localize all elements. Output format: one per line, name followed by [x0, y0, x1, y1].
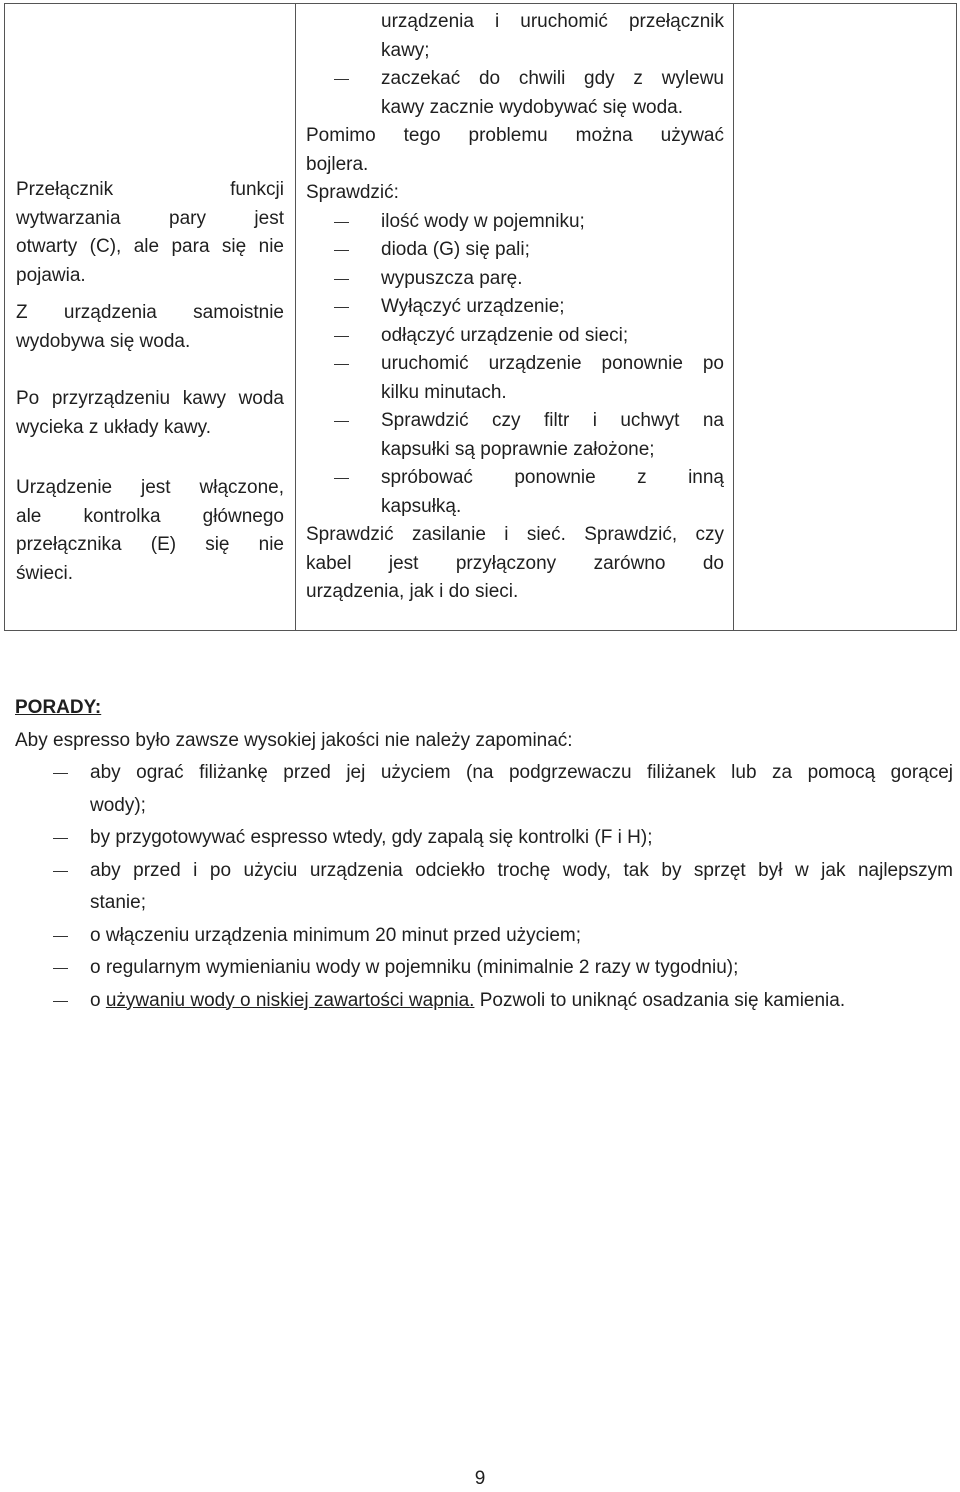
solution-text-line: kawy zacznie wydobywać się woda.: [381, 96, 684, 118]
reset-list-item: odłączyć urządzenie od sieci;: [306, 322, 724, 351]
solution-text-line: kabel jest przyłączony zarówno do: [306, 552, 724, 574]
column-divider: [295, 4, 296, 630]
tip-text-line: aby ograć filiżankę przed jej użyciem (na podgrzewaczu filiżanek lub za pomocą gorącej: [90, 762, 953, 783]
problem-text-line: wytwarzania pary jest: [16, 207, 284, 229]
page-number: 9: [474, 1468, 486, 1489]
check-list-item: dioda (G) się pali;: [306, 236, 724, 265]
problem-text-line: ale kontrolka głównego: [16, 505, 284, 527]
solution-text-line: zaczekać do chwili gdy z wylewu: [381, 68, 724, 89]
tip-item: [15, 757, 953, 822]
tip-text-prefix: o: [90, 989, 106, 1011]
solution-text-line: Sprawdzić czy filtr i uchwyt na: [381, 410, 724, 431]
retry-list-item: [306, 464, 724, 521]
problem-text-line: Przełącznik funkcji: [16, 179, 284, 200]
tip-text-suffix: Pozwoli to uniknąć osadzania się kamienia.: [474, 989, 846, 1011]
reset-list-item: Wyłączyć urządzenie;: [306, 293, 724, 322]
check-list-item: ilość wody w pojemniku;: [306, 208, 724, 237]
column-divider: [733, 4, 734, 630]
problem-text-line: Urządzenie jest włączone,: [16, 477, 284, 498]
solution-text-line: kapsułką.: [381, 495, 462, 517]
tips-section: [15, 692, 953, 1017]
tip-item: [15, 855, 953, 920]
tip-item: o włączeniu urządzenia minimum 20 minut przed użyciem;: [15, 920, 953, 953]
reset-list-item: [306, 350, 724, 407]
tip-text-line: wody);: [90, 794, 146, 816]
solution-text-line: Pomimo tego problemu można używać: [306, 125, 724, 146]
solution-text-line: bojlera.: [306, 153, 369, 175]
tip-item: by przygotowywać espresso wtedy, gdy zapalą się kontrolki (F i H);: [15, 822, 953, 855]
check-list-item: wypuszcza parę.: [306, 265, 724, 294]
tip-item: [15, 985, 953, 1018]
tip-item: o regularnym wymienianiu wody w pojemniku (minimalnie 2 razy w tygodniu);: [15, 952, 953, 985]
problem-text-line: Z urządzenia samoistnie: [16, 302, 284, 323]
solution-text-line: Sprawdzić zasilanie i sieć. Sprawdzić, czy: [306, 524, 724, 545]
tips-intro: Aby espresso było zawsze wysokiej jakości nie należy zapominać:: [15, 729, 573, 751]
troubleshooting-table: [4, 3, 957, 631]
solution-text-line: uruchomić urządzenie ponownie po: [381, 353, 724, 374]
problem-text-line: wydobywa się woda.: [16, 330, 191, 352]
solution-text-line: spróbować ponownie z inną: [381, 467, 724, 488]
problem-text-line: wycieka z układy kawy.: [16, 416, 211, 438]
problem-text-line: świeci.: [16, 562, 74, 584]
solution-text-line: urządzenia i uruchomić przełącznik: [381, 11, 724, 32]
solution-text-line: urządzenia, jak i do sieci.: [306, 581, 519, 602]
problem-text-line: Po przyrządzeniu kawy woda: [16, 388, 284, 409]
solution-text-line: kilku minutach.: [381, 381, 507, 403]
problem-text-line: przełącznika (E) się nie: [16, 534, 284, 555]
problem-text-line: pojawia.: [16, 264, 86, 286]
solution-text-line: kapsułki są poprawnie założone;: [381, 438, 655, 460]
filter-list-item: [306, 407, 724, 464]
solution-column: [306, 8, 724, 607]
tips-title: PORADY:: [15, 697, 102, 718]
solution-text-line: kawy;: [381, 39, 430, 61]
tip-text-line: aby przed i po użyciu urządzenia odciekło trochę wody, tak by sprzęt był w jak najlepszym: [90, 859, 953, 881]
solution-list-item: [306, 65, 724, 122]
check-label: Sprawdzić:: [306, 182, 399, 203]
problem-column: [16, 176, 284, 588]
problem-text-line: otwarty (C), ale para się nie: [16, 236, 284, 257]
tip-text-line: stanie;: [90, 892, 146, 913]
tip-text-underlined: używaniu wody o niskiej zawartości wapnia.: [105, 989, 475, 1011]
